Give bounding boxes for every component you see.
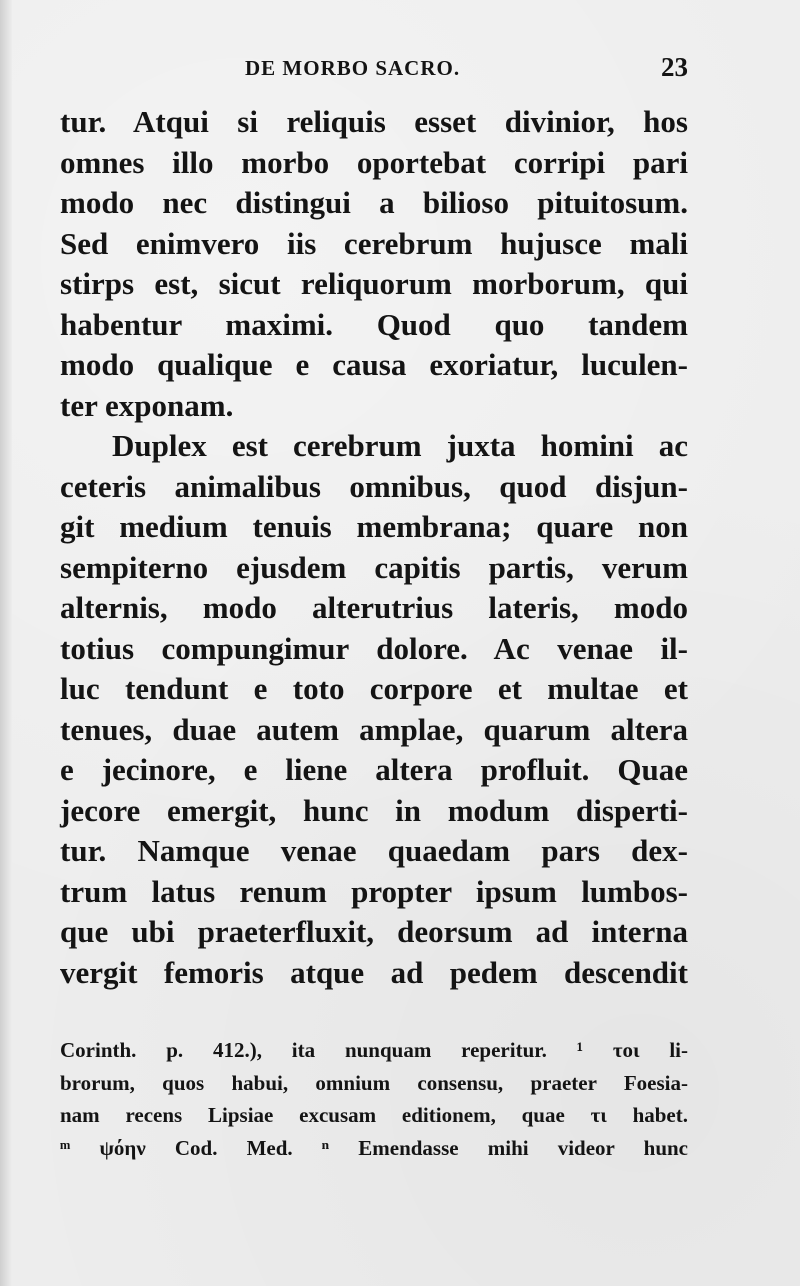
text-line: stirps est, sicut reliquorum morborum, qui [60,266,688,301]
text-line: modo qualique e causa exoriatur, luculen- [60,347,688,382]
main-text [60,102,688,993]
page-number: 23 [661,52,688,82]
text-line: Sed enimvero iis cerebrum hujusce mali [60,225,688,261]
page-edge-shadow [0,0,12,1286]
text-line: habentur maximi. Quod quo tandem [60,306,688,342]
running-title: DE MORBO SACRO. [245,56,461,80]
text-line: modo nec distingui a bilioso pituitosum. [60,185,688,220]
page-header [60,52,688,88]
text-line: vergit femoris atque ad pedem descendit [60,954,688,990]
text-line: totius compungimur dolore. Ac venae il- [60,630,688,666]
text-line: trum latus renum propter ipsum lumbos- [60,873,688,909]
text-line: Duplex est cerebrum juxta homini ac [112,428,688,463]
text-line: omnes illo morbo oportebat corripi pari [60,144,688,180]
text-line: tur. Namque venae quaedam pars dex- [60,833,688,868]
text-line: ceteris animalibus omnibus, quod disjun- [60,468,688,504]
text-line: jecore emergit, hunc in modum disperti- [60,792,688,828]
text-line: e jecinore, e liene altera profluit. Quae [60,752,688,787]
text-line: luc tendunt e toto corpore et multae et [60,671,688,706]
footnotes [60,1034,688,1164]
text-line: tur. Atqui si reliquis esset divinior, hos [60,104,688,139]
footnote-line: ᵐ ψόην Cod. Med. ⁿ Emendasse mihi videor hunc [60,1135,688,1160]
text-line: tenues, duae autem amplae, quarum altera [60,711,688,747]
text-line: ter exponam. [60,387,234,423]
text-line: que ubi praeterfluxit, deorsum ad interna [60,914,688,949]
footnote-line: nam recens Lipsiae excusam editionem, quae τι habet. [60,1103,688,1127]
footnote-line: brorum, quos habui, omnium consensu, praeter Foesia- [60,1070,688,1095]
text-line: sempiterno ejusdem capitis partis, verum [60,549,688,585]
text-line: git medium tenuis membrana; quare non [60,509,688,544]
footnote-line: Corinth. p. 412.), ita nunquam reperitur. ¹ τοι li- [60,1038,688,1062]
text-line: alternis, modo alterutrius lateris, modo [60,590,688,625]
